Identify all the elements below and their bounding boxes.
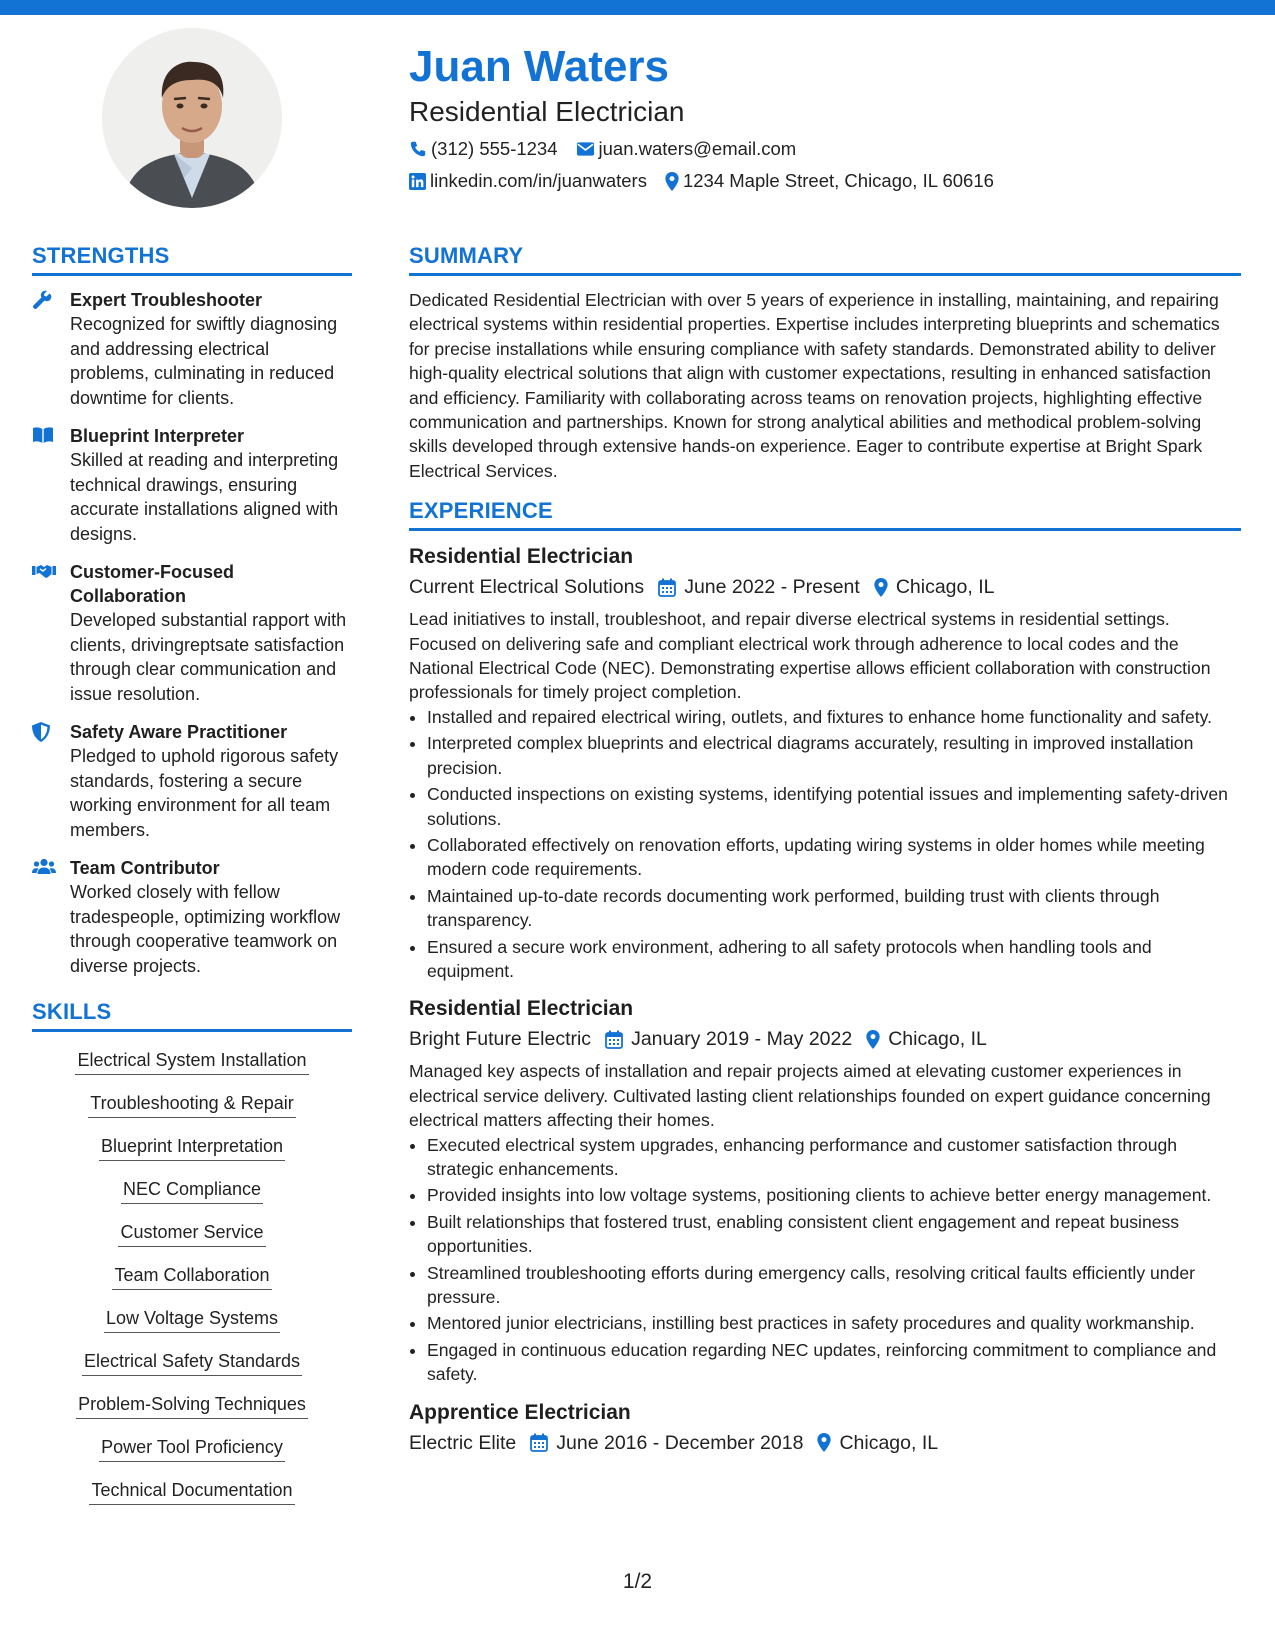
address-contact <box>665 169 994 193</box>
skill-item <box>32 1091 352 1118</box>
skill-item <box>32 1177 352 1204</box>
map-pin-icon <box>665 172 679 191</box>
experience-heading: EXPERIENCE <box>409 497 1241 531</box>
contact-row-1 <box>409 137 1239 161</box>
bullet-item: • Interpreted complex blueprints and electrical diagrams accurately, resulting in improved installation precision. <box>427 731 1241 780</box>
book-icon <box>32 426 54 444</box>
job-meta <box>409 1429 1241 1457</box>
job-company: Current Electrical Solutions <box>409 576 645 599</box>
candidate-title: Residential Electrician <box>409 96 685 127</box>
skill-item <box>32 1435 352 1462</box>
strengths-heading: STRENGTHS <box>32 242 352 276</box>
skill-label: Customer Service <box>118 1220 265 1247</box>
page-number: 1/2 <box>622 1570 653 1593</box>
users-icon <box>32 858 56 876</box>
calendar-icon <box>605 1030 623 1049</box>
bullet-item: • Engaged in continuous education regarding NEC updates, reinforcing commitment to compliance and safety. <box>427 1338 1241 1387</box>
strength-desc: Recognized for swiftly diagnosing and addressing electrical problems, culminating in reduced downtime for clients. <box>70 314 338 408</box>
candidate-name: Juan Waters <box>409 42 670 91</box>
job-role: Residential Electrician <box>409 997 634 1021</box>
job-entry <box>409 1399 1241 1457</box>
bullet-item: • Mentored junior electricians, instilling best practices in safety procedures and quality workmanship. <box>427 1311 1241 1335</box>
skill-label: NEC Compliance <box>121 1177 263 1204</box>
skill-item <box>32 1048 352 1075</box>
linkedin-icon <box>409 173 426 190</box>
strength-desc: Developed substantial rapport with clients, drivingreptsate satisfaction through clear communication and issue resolution. <box>70 610 347 704</box>
job-company: Bright Future Electric <box>409 1028 592 1051</box>
job-role: Residential Electrician <box>409 545 634 569</box>
job-dates: June 2022 - Present <box>684 576 860 599</box>
job-meta <box>409 573 1241 601</box>
job-role: Apprentice Electrician <box>409 1400 631 1424</box>
phone-contact[interactable] <box>409 137 558 161</box>
skill-label: Electrical System Installation <box>75 1048 308 1075</box>
strength-name: Customer-Focused Collaboration <box>70 562 235 606</box>
skill-item <box>32 1349 352 1376</box>
map-pin-icon <box>874 578 888 597</box>
strength-desc: Skilled at reading and interpreting technical drawings, ensuring accurate installations aligned with designs. <box>70 450 339 544</box>
bullet-item: • Collaborated effectively on renovation efforts, updating wiring systems in older homes while meeting modern code requirements. <box>427 833 1241 882</box>
profile-photo <box>102 28 282 208</box>
bullet-item: • Executed electrical system upgrades, enhancing performance and customer satisfaction through strategic enhancements. <box>427 1133 1241 1182</box>
job-dates: June 2016 - December 2018 <box>556 1431 804 1454</box>
skill-item <box>32 1478 352 1505</box>
phone-text: (312) 555-1234 <box>431 138 558 159</box>
skill-label: Electrical Safety Standards <box>82 1349 302 1376</box>
resume-header <box>409 40 1239 193</box>
strength-name: Blueprint Interpreter <box>70 426 245 446</box>
right-column <box>409 242 1241 1469</box>
summary-heading: SUMMARY <box>409 242 1241 276</box>
job-meta <box>409 1025 1241 1053</box>
bullet-item: • Ensured a secure work environment, adhering to all safety protocols when handling tools and equipment. <box>427 935 1241 984</box>
linkedin-text: linkedin.com/in/juanwaters <box>430 170 647 191</box>
job-location: Chicago, IL <box>888 1028 987 1051</box>
handshake-icon <box>32 562 56 580</box>
job-dates: January 2019 - May 2022 <box>631 1028 853 1051</box>
skill-item <box>32 1220 352 1247</box>
calendar-icon <box>658 578 676 597</box>
bullet-item: • Maintained up-to-date records documenting work performed, building trust with clients through transparency. <box>427 884 1241 933</box>
envelope-icon <box>576 141 595 157</box>
strength-desc: Pledged to uphold rigorous safety standards, fostering a secure working environment for all team members. <box>70 746 339 840</box>
job-location: Chicago, IL <box>839 1431 939 1454</box>
strength-item <box>32 424 352 546</box>
skills-heading: SKILLS <box>32 998 352 1032</box>
bullet-item: • Installed and repaired electrical wiring, outlets, and fixtures to enhance home functionality and safety. <box>427 705 1241 729</box>
map-pin-icon <box>817 1433 831 1452</box>
strength-desc: Worked closely with fellow tradespeople, optimizing workflow through cooperative teamwork on diverse projects. <box>70 882 341 976</box>
job-description: Lead initiatives to install, troubleshoot, and repair diverse electrical systems in residential settings. Focused on delivering safe and compliant electrical work through adherence to local codes and the National Electrical Code (NEC). Demonstrating expertise allows efficient collaboration with construction professionals for timely project completion. <box>409 609 1211 703</box>
shield-icon <box>32 722 50 742</box>
skill-label: Blueprint Interpretation <box>99 1134 285 1161</box>
bullet-item: • Provided insights into low voltage systems, positioning clients to achieve better energy management. <box>427 1183 1241 1207</box>
left-column <box>32 242 352 1521</box>
skill-item <box>32 1392 352 1419</box>
email-text: juan.waters@email.com <box>598 138 797 159</box>
phone-icon <box>409 140 427 158</box>
skill-label: Low Voltage Systems <box>104 1306 280 1333</box>
skill-label: Problem-Solving Techniques <box>76 1392 308 1419</box>
skill-label: Technical Documentation <box>89 1478 294 1505</box>
job-entry <box>409 543 1241 983</box>
skill-label: Team Collaboration <box>112 1263 271 1290</box>
contact-row-2 <box>409 169 1239 193</box>
strength-name: Safety Aware Practitioner <box>70 722 288 742</box>
strength-item <box>32 288 352 410</box>
skill-item <box>32 1134 352 1161</box>
address-text: 1234 Maple Street, Chicago, IL 60616 <box>682 170 994 191</box>
top-accent-bar <box>0 0 1275 15</box>
wrench-icon <box>32 290 52 310</box>
job-entry <box>409 995 1241 1386</box>
email-contact[interactable] <box>576 137 797 161</box>
job-description: Managed key aspects of installation and repair projects aimed at elevating customer experiences in electrical service delivery. Cultivated lasting client relationships founded on expert guidance concerning electrical matters affecting their homes. <box>409 1061 1211 1131</box>
skills-list <box>32 1048 352 1505</box>
job-bullets <box>409 1133 1241 1387</box>
linkedin-contact[interactable] <box>409 169 647 193</box>
map-pin-icon <box>866 1030 880 1049</box>
skill-label: Power Tool Proficiency <box>99 1435 285 1462</box>
strength-item <box>32 720 352 842</box>
skill-label: Troubleshooting & Repair <box>88 1091 295 1118</box>
bullet-item: • Built relationships that fostered trust, enabling consistent client engagement and repeat business opportunities. <box>427 1210 1241 1259</box>
skill-item <box>32 1306 352 1333</box>
strength-name: Expert Troubleshooter <box>70 290 263 310</box>
job-company: Electric Elite <box>409 1431 517 1454</box>
strength-item <box>32 856 352 978</box>
strength-item <box>32 560 352 706</box>
strength-name: Team Contributor <box>70 858 220 878</box>
job-bullets <box>409 705 1241 983</box>
bullet-item: • Conducted inspections on existing systems, identifying potential issues and implementing safety-driven solutions. <box>427 782 1241 831</box>
calendar-icon <box>530 1433 548 1452</box>
summary-text: Dedicated Residential Electrician with over 5 years of experience in installing, maintaining, and repairing electrical systems within residential properties. Expertise includes interpreting blueprints and schematics for precise installations while ensuring compliance with safety standards. Demonstrated ability to deliver high-quality electrical solutions that align with customer expectations, resulting in enhanced satisfaction and efficiency. Familiarity with collaborating across teams on renovation projects, highlighting effective communication and partnerships. Known for strong analytical abilities and methodical problem-solving skills developed through extensive hands-on experience. Eager to contribute expertise at Bright Spark Electrical Services. <box>409 290 1220 481</box>
bullet-item: • Streamlined troubleshooting efforts during emergency calls, resolving critical faults efficiently under pressure. <box>427 1261 1241 1310</box>
skill-item <box>32 1263 352 1290</box>
job-location: Chicago, IL <box>895 576 995 599</box>
